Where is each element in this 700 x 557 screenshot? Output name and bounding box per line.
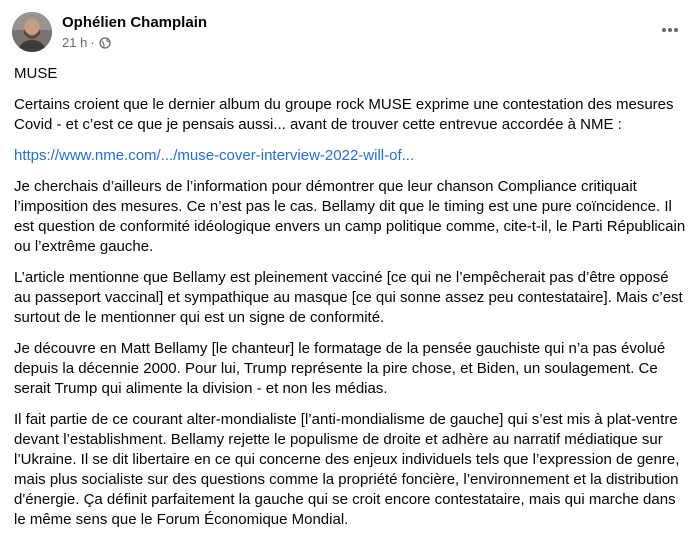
post-paragraph-bellamy: Je découvre en Matt Bellamy [le chanteur] le formatage de la pensée gauchiste qui n’a pas évolué depuis la décennie 2000. Pour lui, Trump représente la pire chose, et Biden, un soulagement. Ce serait Trump qui alimente la division - et non les médias. [14,340,666,397]
post-paragraph-compliance: Je cherchais d’ailleurs de l’information pour démontrer que leur chanson Compliance critiquait l’imposition des mesures. Ce n’est pas le cas. Bellamy dit que le timing est une pure coïncidence. Il est question de conformité idéologique envers un camp politique comme, cite-t-il, le Parti Républicain ou l’extrême gauche. [14,178,686,255]
post-paragraph-intro: Certains croient que le dernier album du groupe rock MUSE exprime une contestation des mesures Covid - et c’est ce que je pensais aussi... avant de trouver cette entrevue accordée à NME : [14,96,674,133]
post-body [14,64,686,541]
post-paragraph-vaccine: L’article mentionne que Bellamy est pleinement vacciné [ce qui ne l’empêcherait pas d’être opposé au passeport vaccinal] et sympathique au masque [ce qui sonne assez peu contestataire]. Mais c’est surtout de le mentionner qui est un signe de conformité. [14,269,683,326]
post-link-paragraph [14,146,686,166]
post-paragraph-alter-mondialiste: Il fait partie de ce courant alter-mondialiste [l’anti-mondialisme de gauche] qui s’est mis à plat-ventre devant l’establishment. Bellamy rejette le populisme de droite et adhère au narratif médiatique sur l’Ukraine. Il se dit libertaire en ce qui concerne des enjeux individuels tels que l’expression de genre, mais plus socialiste sur des questions comme la propriété foncière, l’environnement et la distribution d'énergie. Ça définit parfaitement la gauche qui se croit encore contestataire, mais qui marche dans le même sens que le Forum Économique Mondial. [14,411,680,528]
nme-article-link[interactable]: https://www.nme.com/.../muse-cover-interview-2022-will-of... [14,147,415,164]
post-heading: MUSE [14,65,58,82]
post-timestamp[interactable]: 21 h [62,35,88,50]
author-name[interactable]: Ophélien Champlain [62,14,208,31]
meta-separator: · [90,35,95,50]
more-options-icon[interactable] [656,18,684,42]
post-header [12,12,688,56]
post-meta [62,35,111,50]
avatar-photo [12,12,52,52]
avatar[interactable] [12,12,52,52]
globe-icon [99,37,111,49]
